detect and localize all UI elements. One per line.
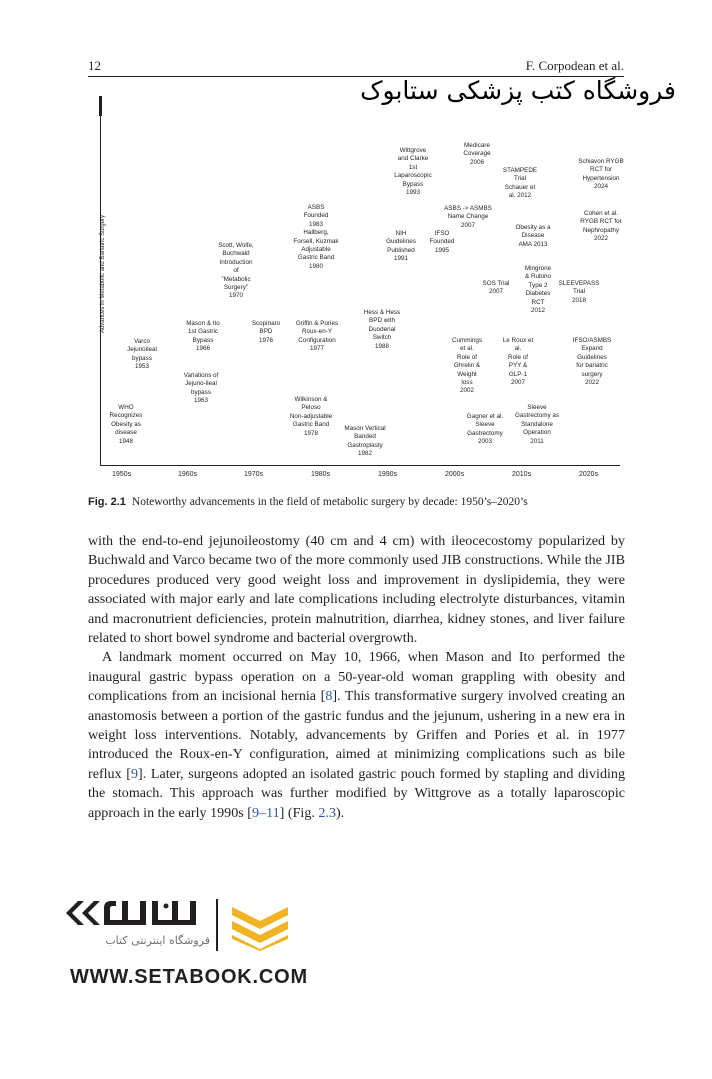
x-axis bbox=[100, 465, 620, 466]
timeline-event: Medicare Coverage 2006 bbox=[463, 142, 491, 166]
text-run: ]. This transformative surgery involved creating an anastomosis between a portion of the gastric fundus and the jejunum, ushering in a new era in weight loss interventions. Notably, advancements by Griffen and Pories et al. in 1977 introduced the Roux-en-Y configuration, aimed at minimizing complications such as bile reflux [ bbox=[88, 688, 625, 782]
text-run: A landmark moment occurred on May 10, 1966, when Mason and Ito performed the inaugural gastric bypass operation on a 50-year-old woman grappling with obesity and complications from an incisional hernia [ bbox=[88, 649, 625, 705]
timeline-event: Scopinaro BPD 1976 bbox=[251, 320, 281, 344]
logo-divider bbox=[216, 899, 218, 951]
timeline-event: IFSO Founded 1995 bbox=[429, 230, 455, 254]
timeline-event: STAMPEDE Trial Schauer et al. 2012 bbox=[502, 167, 538, 200]
timeline-event: ASBS Founded 1983 Hallberg, Forsell, Kuzmak Adjustable Gastric Band 1980 bbox=[293, 204, 339, 270]
page-number: 12 bbox=[88, 58, 101, 73]
timeline-event: Mingrone & Rubino Type 2 Diabetes RCT 2012 bbox=[524, 265, 552, 315]
running-head: F. Corpodean et al. bbox=[525, 58, 624, 73]
timeline-figure bbox=[94, 96, 626, 488]
timeline-event: Varco Jejunoileal bypass 1953 bbox=[127, 338, 157, 371]
timeline-event: Gagner et al. Sleeve Gastrectomy 2003 bbox=[466, 413, 504, 446]
text-run: ). bbox=[336, 804, 345, 821]
figure-caption bbox=[88, 496, 628, 508]
paragraph bbox=[88, 648, 625, 823]
timeline-event: Griffin & Pories Roux-en-Y Configuration 1977 bbox=[295, 320, 339, 353]
logo-url: WWW.SETABOOK.COM bbox=[70, 966, 308, 988]
figure-caption-text: Noteworthy advancements in the field of metabolic surgery by decade: 1950’s–2020’s bbox=[131, 496, 528, 508]
timeline-event: Schiavon RYGB RCT for Hypertension 2024 bbox=[578, 158, 624, 191]
book-stack-icon bbox=[228, 899, 292, 951]
timeline-event: Wittgrove and Clarke 1st Laparoscopic Bypass 1993 bbox=[394, 147, 432, 197]
citation-link[interactable]: 9–11 bbox=[251, 804, 280, 821]
timeline-event: ASBS -> ASMBS Name Change 2007 bbox=[444, 205, 492, 229]
decade-label: 1970s bbox=[244, 471, 264, 478]
decade-label: 2000s bbox=[445, 471, 465, 478]
timeline-event: SOS Trial 2007 bbox=[482, 280, 510, 296]
timeline-event: Le Roux et al. Role of PYY & GLP-1 2007 bbox=[502, 337, 534, 387]
timeline-event: Sleeve Gastrectomy as Standalone Operation 2011 bbox=[514, 404, 560, 445]
citation-link[interactable]: 9 bbox=[131, 765, 139, 782]
decade-label: 1950s bbox=[112, 471, 132, 478]
watermark-top: فروشگاه کتب پزشکی ستابوک bbox=[360, 76, 676, 105]
timeline-event: Cummings et al. Role of Ghrelin & Weight loss 2002 bbox=[451, 337, 483, 395]
logo-subtitle: فروشگاه اینترنتی کتاب bbox=[105, 934, 210, 947]
timeline-event: Scott, Wolfe, Buchwald Introduction of "Metabolic Surgery" 1970 bbox=[218, 242, 254, 300]
decade-label: 1990s bbox=[378, 471, 398, 478]
text-run: ]. Later, surgeons adopted an isolated gastric pouch formed by stapling and dividing the stomach. This approach was further modified by Wittgrove as a totally laparoscopic approach in the early 1990s [ bbox=[88, 765, 625, 821]
timeline-event: Obesity as a Disease AMA 2013 bbox=[515, 224, 551, 248]
timeline-event: Mason & Ito 1st Gastric Bypass 1966 bbox=[186, 320, 220, 353]
timeline-event: Variations of Jejuno-ileal bypass 1963 bbox=[183, 372, 219, 405]
setabook-logo-icon bbox=[60, 896, 210, 930]
text-run: ] (Fig. bbox=[279, 804, 319, 821]
paragraph: with the end-to-end jejunoileostomy (40 cm and 4 cm) with ileocecostomy popularized by Buchwald and Varco became two of the more commonly used JIB constructions. While the JIB procedures produced very good weight loss and improvement in dyslipidemia, they were associated with major early and late complications including electrolyte disturbances, vitamin and macronutrient deficiencies, protein malnutrition, diarrhea, kidney stones, and liver failure related to short bowel syndrome and bacterial overgrowth. bbox=[88, 533, 625, 647]
decade-label: 1980s bbox=[311, 471, 331, 478]
y-axis-label: Advances in Metabolic and Bariatric Surgery bbox=[100, 214, 106, 334]
timeline-event: IFSO/ASMBS Expand Guidelines for bariatric surgery 2022 bbox=[572, 337, 612, 387]
timeline-event: Cohen et al. RYGB RCT for Nephropathy 2022 bbox=[580, 210, 622, 243]
timeline-event: Hess & Hess BPD with Duodenal Switch 1988 bbox=[363, 309, 401, 350]
figure-caption-label: Fig. 2.1 bbox=[88, 496, 126, 508]
decade-label: 2010s bbox=[512, 471, 532, 478]
timeline-event: Mason Vertical Banded Gastroplasty 1982 bbox=[344, 425, 386, 458]
timeline-event: WHO Recognizes Obesity as disease 1948 bbox=[109, 404, 143, 445]
timeline-event: NIH Guidelines Published 1991 bbox=[386, 230, 416, 263]
figure-link[interactable]: 2.3 bbox=[318, 804, 337, 821]
timeline-event: SLEEVEPASS Trial 2018 bbox=[558, 280, 600, 304]
decade-label: 2020s bbox=[579, 471, 599, 478]
timeline-event: Wilkinson & Peloso Non-adjustable Gastric Band 1978 bbox=[289, 396, 333, 437]
decade-label: 1960s bbox=[178, 471, 198, 478]
body-text bbox=[88, 532, 625, 823]
citation-link[interactable]: 8 bbox=[325, 688, 333, 705]
